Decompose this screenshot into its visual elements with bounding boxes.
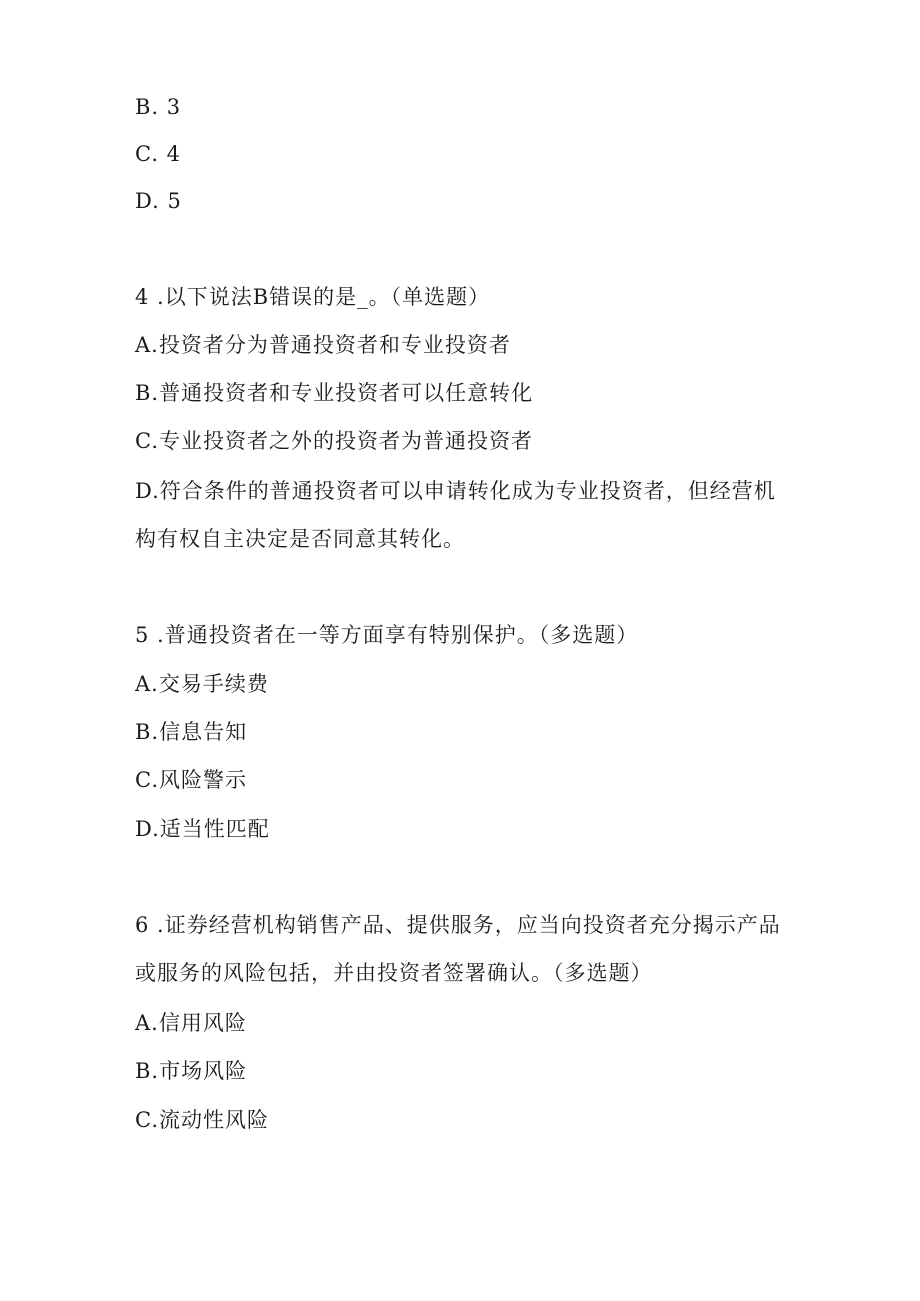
q5-option-b: B.信息告知	[135, 720, 248, 744]
q4-option-d-line2: 构有权自主决定是否同意其转化。	[135, 527, 465, 551]
q3-option-b: B. 3	[135, 95, 182, 119]
q4-option-a: A.投资者分为普通投资者和专业投资者	[135, 333, 511, 357]
q6-option-c: C.流动性风险	[135, 1108, 269, 1132]
q6-stem-line2: 或服务的风险包括，并由投资者签署确认。（多选题）	[135, 961, 653, 985]
q5-option-c: C.风险警示	[135, 768, 247, 792]
q5-option-a: A.交易手续费	[135, 672, 269, 696]
q4-option-d-line1: D.符合条件的普通投资者可以申请转化成为专业投资者，但经营机	[135, 479, 776, 503]
q5-stem: 5 .普通投资者在一等方面享有特别保护。（多选题）	[135, 623, 639, 647]
q6-option-a: A.信用风险	[135, 1011, 247, 1035]
q3-option-d: D. 5	[135, 189, 182, 213]
q4-option-c: C.专业投资者之外的投资者为普通投资者	[135, 429, 533, 453]
q4-stem: 4 .以下说法B错误的是_。（单选题）	[135, 285, 491, 309]
q6-option-b: B.市场风险	[135, 1059, 248, 1083]
q5-option-d: D.适当性匹配	[135, 817, 270, 841]
q3-option-c: C. 4	[135, 142, 182, 166]
q6-stem-line1: 6 .证券经营机构销售产品、提供服务，应当向投资者充分揭示产品	[135, 913, 781, 937]
q4-option-b: B.普通投资者和专业投资者可以任意转化	[135, 381, 534, 405]
